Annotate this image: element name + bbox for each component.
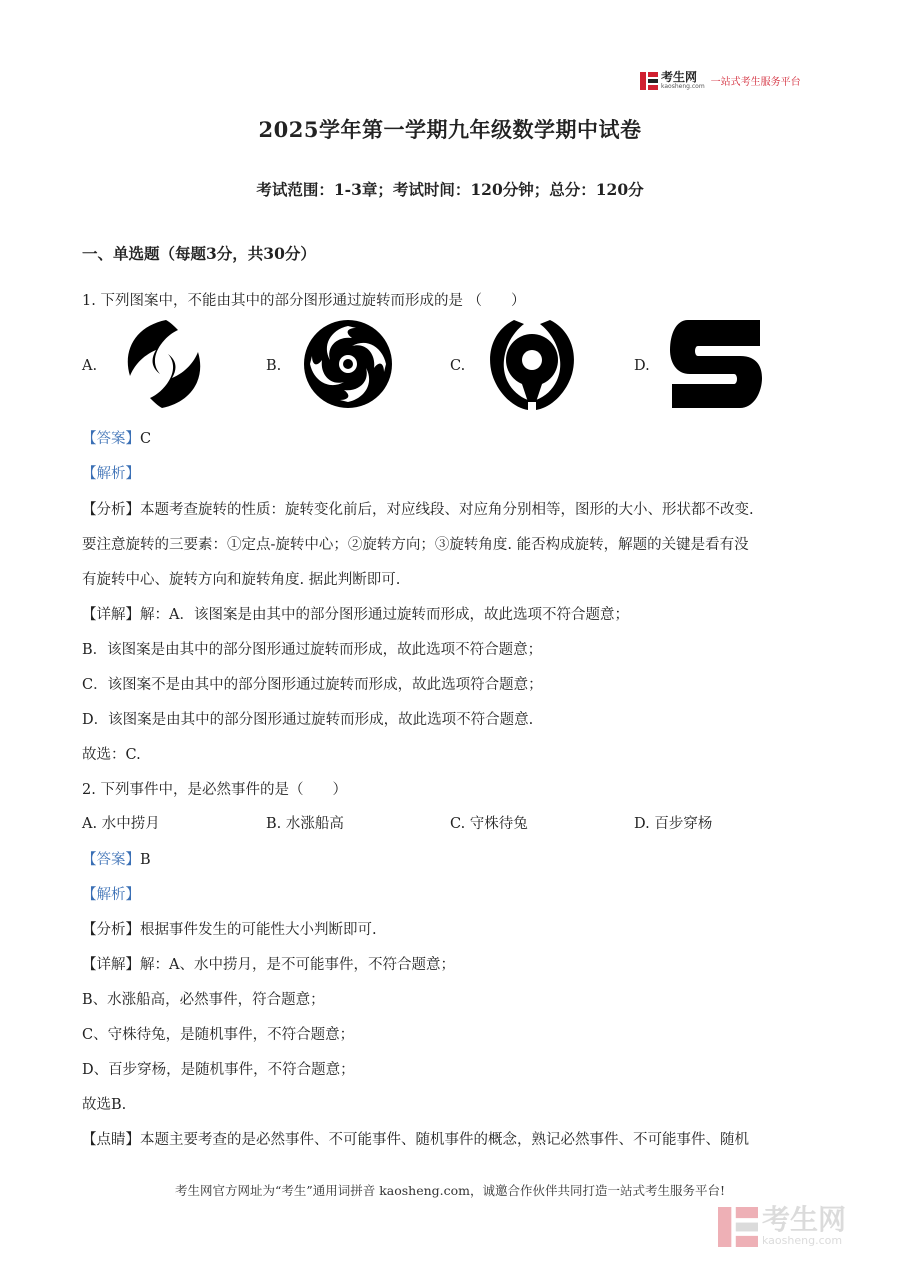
q1-detail-line-3: C．该图案不是由其中的部分图形通过旋转而形成，故此选项符合题意； [82, 677, 543, 693]
swirl-figure-b-icon [300, 316, 396, 416]
q2-conclusion: 故选B. [82, 1097, 127, 1113]
answer-value: B [140, 852, 151, 868]
q2-answer [82, 848, 151, 869]
q2-detail-line-4: D、百步穿杨，是随机事件，不符合题意； [82, 1062, 355, 1078]
q2-stem: 2. 下列事件中，是必然事件的是（ ） [82, 782, 347, 798]
q2-detail-line-2: B、水涨船高，必然事件，符合题意； [82, 992, 325, 1008]
q2-choice-c: C. 守株待兔 [450, 816, 528, 832]
s-figure-d-icon [668, 316, 764, 416]
detail-text: 解：A、水中捞月，是不可能事件，不符合题意； [140, 957, 455, 973]
q1-fenxi-line-1 [82, 498, 754, 519]
q2-analysis-tag: 【解析】 [82, 887, 140, 903]
q1-fenxi-line-2: 要注意旋转的三要素：①定点-旋转中心；②旋转方向；③旋转角度. 能否构成旋转，解题的关键是看有没 [82, 537, 749, 553]
logo-text-cn: 考生网 [661, 70, 698, 84]
watermark [718, 1203, 847, 1247]
emblem-figure-c-icon [484, 316, 580, 416]
fenxi-tag: 【分析】 [82, 922, 140, 938]
q1-detail-line-2: B．该图案是由其中的部分图形通过旋转而形成，故此选项不符合题意； [82, 642, 543, 658]
q2-choice-b: B. 水涨船高 [266, 816, 344, 832]
q1-option-d-label: D. [634, 358, 650, 374]
kaosheng-logo-icon [640, 72, 658, 90]
q2-detail-line-3: C、守株待兔，是随机事件，不符合题意； [82, 1027, 355, 1043]
answer-tag: 【答案】 [82, 431, 140, 447]
q1-detail-line-1 [82, 603, 629, 624]
q2-dianjing [82, 1128, 749, 1149]
q1-stem: 1. 下列图案中，不能由其中的部分图形通过旋转而形成的是 （ ） [82, 293, 526, 309]
fenxi-tag: 【分析】 [82, 502, 140, 518]
exam-title: 2025学年第一学期九年级数学期中试卷 [258, 117, 642, 142]
exam-subtitle: 考试范围：1-3章；考试时间：120分钟；总分：120分 [256, 180, 644, 199]
detail-text: 解：A．该图案是由其中的部分图形通过旋转而形成，故此选项不符合题意； [140, 607, 629, 623]
swirl-figure-a-icon [116, 316, 212, 416]
detail-tag: 【详解】 [82, 607, 140, 623]
answer-tag: 【答案】 [82, 852, 140, 868]
watermark-text-cn: 考生网 [762, 1203, 847, 1236]
dianjing-text: 本题主要考查的是必然事件、不可能事件、随机事件的概念，熟记必然事件、不可能事件、随机 [140, 1132, 749, 1148]
q1-option-c-label: C. [450, 358, 466, 374]
q2-fenxi [82, 918, 377, 939]
q1-answer [82, 427, 151, 448]
q1-option-b-label: B. [266, 358, 282, 374]
q1-conclusion: 故选：C. [82, 747, 141, 763]
detail-tag: 【详解】 [82, 957, 140, 973]
q1-detail-line-4: D．该图案是由其中的部分图形通过旋转而形成，故此选项不符合题意. [82, 712, 534, 728]
logo-slogan: 一站式考生服务平台 [710, 77, 801, 88]
q1-option-a-label: A. [82, 358, 98, 374]
q1-figures [82, 316, 802, 416]
logo-text-en: kaosheng.com [661, 83, 705, 90]
answer-value: C [140, 431, 152, 447]
section-heading: 一、单选题（每题3分，共30分） [82, 244, 316, 263]
watermark-text-en: kaosheng.com [762, 1234, 843, 1247]
watermark-logo-icon [718, 1207, 758, 1247]
fenxi-text: 根据事件发生的可能性大小判断即可. [140, 922, 377, 938]
q2-detail-line-1 [82, 953, 455, 974]
fenxi-text: 本题考查旋转的性质：旋转变化前后，对应线段、对应角分别相等，图形的大小、形状都不改变. [140, 502, 754, 518]
dianjing-tag: 【点睛】 [82, 1132, 140, 1148]
site-logo [640, 71, 801, 90]
page-footer: 考生网官方网址为“考生”通用词拼音 kaosheng.com，诚邀合作伙伴共同打造一站式考生服务平台! [174, 1183, 726, 1198]
q1-analysis-tag: 【解析】 [82, 466, 140, 482]
q2-choice-d: D. 百步穿杨 [634, 816, 713, 832]
q1-fenxi-line-3: 有旋转中心、旋转方向和旋转角度. 据此判断即可. [82, 572, 401, 588]
q2-choice-a: A. 水中捞月 [82, 816, 160, 832]
